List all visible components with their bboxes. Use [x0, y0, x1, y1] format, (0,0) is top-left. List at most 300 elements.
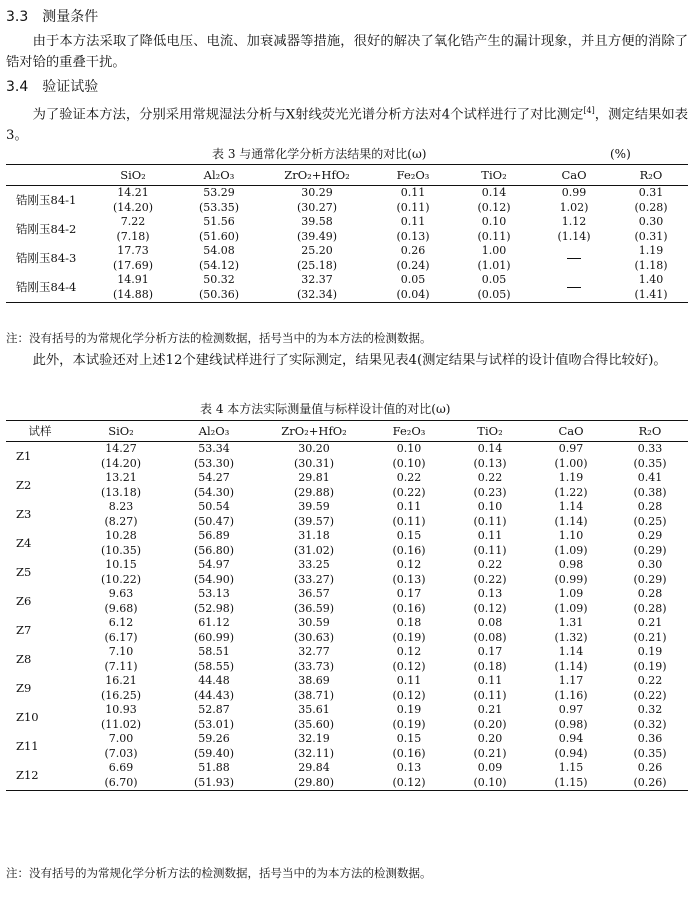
table-cell [368, 471, 450, 500]
method-value: (1.14) [557, 229, 591, 243]
table-cell [530, 616, 612, 645]
table-cell [454, 273, 534, 303]
method-value: (0.98) [554, 717, 588, 731]
method-value: (0.18) [473, 659, 507, 673]
method-value: (14.88) [112, 287, 154, 301]
table-cell [614, 215, 688, 244]
measured-value: 0.94 [558, 732, 584, 745]
measured-value: 1.31 [558, 616, 584, 629]
citation-ref: [4] [583, 106, 595, 115]
row-label: 锆刚玉84-2 [16, 222, 77, 237]
method-value: (29.80) [293, 775, 335, 789]
table-3-unit: (%) [610, 147, 631, 161]
measured-value: 1.17 [558, 674, 584, 687]
table-cell [612, 645, 688, 674]
column-header-sample [6, 165, 90, 186]
table-cell [530, 587, 612, 616]
method-value: (44.43) [193, 688, 235, 702]
table-4 [6, 420, 688, 791]
column-header-sample: 试样 [28, 424, 52, 438]
column-header: ZrO₂+HfO₂ [284, 168, 350, 182]
method-value: (54.90) [193, 572, 235, 586]
method-value: (0.28) [633, 601, 667, 615]
table-cell [260, 616, 368, 645]
table-cell [74, 558, 168, 587]
measured-value: 51.56 [203, 215, 235, 228]
method-value: (0.26) [633, 775, 667, 789]
table-cell [90, 186, 176, 216]
method-value: (1.00) [554, 456, 588, 470]
method-value: (0.29) [633, 572, 667, 586]
row-label: Z10 [16, 710, 39, 725]
measured-value: 7.10 [108, 645, 134, 658]
table-cell [176, 215, 262, 244]
measured-value: 50.54 [198, 500, 230, 513]
table-cell [530, 558, 612, 587]
column-header: CaO [558, 424, 584, 438]
method-value: (0.11) [473, 688, 507, 702]
measured-value: 14.21 [117, 186, 149, 199]
method-value: (60.99) [193, 630, 235, 644]
table-cell [260, 732, 368, 761]
method-value: (30.63) [293, 630, 335, 644]
measured-value: 0.11 [400, 215, 426, 228]
method-value: (56.80) [193, 543, 235, 557]
table-row [6, 442, 688, 472]
measured-value: 1.12 [561, 215, 587, 228]
measured-value: 32.37 [301, 273, 333, 286]
row-label: Z5 [16, 565, 32, 580]
section-number: 3.3 [6, 9, 29, 25]
measured-value: 0.11 [477, 529, 503, 542]
column-header: Fe₂O₃ [392, 424, 426, 438]
table-3-note: 注：没有括号的为常规化学分析方法的检测数据，括号当中的为本方法的检测数据。 [6, 331, 432, 345]
method-value: (0.12) [477, 200, 511, 214]
table-row [6, 500, 688, 529]
section-3-4-heading [6, 78, 98, 96]
measured-value: 0.31 [638, 186, 664, 199]
measured-value: 0.10 [396, 442, 422, 455]
method-value: (10.22) [100, 572, 142, 586]
measured-value: 0.19 [637, 645, 663, 658]
method-value: (0.25) [633, 514, 667, 528]
method-value: (29.88) [293, 485, 335, 499]
method-value: (53.35) [198, 200, 240, 214]
table-cell [74, 500, 168, 529]
table-cell [74, 761, 168, 791]
measured-value: 0.98 [558, 558, 584, 571]
table-row [6, 558, 688, 587]
method-value: (0.11) [477, 229, 511, 243]
row-label: Z11 [16, 739, 39, 754]
method-value: (0.29) [633, 543, 667, 557]
table-cell [530, 732, 612, 761]
method-value: (58.55) [193, 659, 235, 673]
method-value: (33.27) [293, 572, 335, 586]
column-header: SiO₂ [120, 168, 146, 182]
table-cell [614, 244, 688, 273]
section-3-3-heading [6, 8, 98, 26]
method-value: (0.38) [633, 485, 667, 499]
table-row [6, 703, 688, 732]
measured-value: 0.10 [481, 215, 507, 228]
method-value: (7.03) [104, 746, 138, 760]
table-cell [534, 186, 614, 216]
measured-value: 0.32 [637, 703, 663, 716]
measured-value: 61.12 [198, 616, 230, 629]
method-value: 1.02) [559, 200, 589, 214]
measured-value: 0.17 [396, 587, 422, 600]
table-4-caption: 表 4 本方法实际测量值与标样设计值的对比(ω) [200, 402, 451, 416]
method-value: (13.18) [100, 485, 142, 499]
table-cell [612, 703, 688, 732]
measured-value: 0.15 [396, 529, 422, 542]
measured-value: 29.81 [298, 471, 330, 484]
method-value: (0.21) [633, 630, 667, 644]
measured-value: 0.22 [477, 558, 503, 571]
table-cell [262, 186, 372, 216]
method-value: (0.12) [392, 659, 426, 673]
measured-value: 0.99 [561, 186, 587, 199]
measured-value: 7.22 [120, 215, 146, 228]
table-cell [168, 587, 260, 616]
method-value: (0.12) [473, 601, 507, 615]
method-value: (0.11) [396, 200, 430, 214]
method-value: (10.35) [100, 543, 142, 557]
table-cell [372, 244, 454, 273]
measured-value: 0.26 [637, 761, 663, 774]
measured-value: 53.29 [203, 186, 235, 199]
method-value: (39.49) [296, 229, 338, 243]
measured-value: 14.27 [105, 442, 137, 455]
measured-value: 0.10 [477, 500, 503, 513]
measured-value: 16.21 [105, 674, 137, 687]
table-row [6, 645, 688, 674]
table-cell [450, 674, 530, 703]
table-cell [614, 186, 688, 216]
table-cell [612, 529, 688, 558]
method-value: (1.41) [634, 287, 668, 301]
section-title: 测量条件 [42, 9, 99, 25]
measured-value: 0.15 [396, 732, 422, 745]
table-cell [450, 587, 530, 616]
measured-value: 0.14 [481, 186, 507, 199]
method-value: (17.69) [112, 258, 154, 272]
measured-value: 30.59 [298, 616, 330, 629]
method-value: (0.31) [634, 229, 668, 243]
table-cell [260, 529, 368, 558]
table-cell [74, 703, 168, 732]
table-cell [260, 471, 368, 500]
method-value: (36.59) [293, 601, 335, 615]
table-cell [368, 761, 450, 791]
table-cell [260, 587, 368, 616]
table-cell [450, 558, 530, 587]
method-value: (33.73) [293, 659, 335, 673]
measured-value: 0.05 [481, 273, 507, 286]
row-label: Z12 [16, 768, 39, 783]
measured-value: 38.69 [298, 674, 330, 687]
table-cell [530, 703, 612, 732]
table-cell [534, 273, 614, 303]
measured-value: 25.20 [301, 244, 333, 257]
row-label: 锆刚玉84-3 [16, 251, 77, 266]
table-cell [262, 215, 372, 244]
column-header: Fe₂O₃ [396, 168, 430, 182]
method-value: (16.25) [100, 688, 142, 702]
table-cell [612, 674, 688, 703]
measured-value: 54.27 [198, 471, 230, 484]
method-value: (38.71) [293, 688, 335, 702]
measured-value: 0.20 [477, 732, 503, 745]
method-value: (1.09) [554, 601, 588, 615]
measured-value: 1.40 [638, 273, 664, 286]
measured-value: 30.29 [301, 186, 333, 199]
table-cell [176, 186, 262, 216]
row-label: 锆刚玉84-1 [16, 193, 77, 208]
row-label: Z8 [16, 652, 32, 667]
paragraph-table4-intro [6, 350, 688, 371]
method-value: (0.22) [633, 688, 667, 702]
table-row [6, 471, 688, 500]
method-value: (14.20) [100, 456, 142, 470]
method-value: (30.31) [293, 456, 335, 470]
measured-value: 0.13 [396, 761, 422, 774]
method-value: (1.18) [634, 258, 668, 272]
table-cell [368, 732, 450, 761]
measured-value: 0.22 [396, 471, 422, 484]
table-cell [450, 529, 530, 558]
table-cell [612, 587, 688, 616]
measured-value: 32.77 [298, 645, 330, 658]
measured-value: 10.93 [105, 703, 137, 716]
table-cell [168, 529, 260, 558]
table-cell [454, 186, 534, 216]
measured-value: 9.63 [108, 587, 134, 600]
measured-value: 0.21 [637, 616, 663, 629]
table-cell [368, 616, 450, 645]
table-cell [74, 674, 168, 703]
table-cell [530, 442, 612, 472]
measured-value: 0.17 [477, 645, 503, 658]
column-header: SiO₂ [108, 424, 134, 438]
measured-value: 51.88 [198, 761, 230, 774]
measured-value: 39.58 [301, 215, 333, 228]
method-value: (32.34) [296, 287, 338, 301]
column-header: Al₂O₃ [198, 424, 230, 438]
table-row [6, 215, 688, 244]
method-value: (0.05) [477, 287, 511, 301]
table-cell [450, 703, 530, 732]
table-cell [368, 703, 450, 732]
table-cell [450, 645, 530, 674]
method-value: (0.20) [473, 717, 507, 731]
measured-value: 10.15 [105, 558, 137, 571]
measured-value: 0.11 [477, 674, 503, 687]
table-cell [534, 244, 614, 273]
measured-value: 0.14 [477, 442, 503, 455]
method-value: (53.01) [193, 717, 235, 731]
column-header: R₂O [638, 424, 662, 438]
row-label: Z7 [16, 623, 32, 638]
row-label: Z3 [16, 507, 32, 522]
method-value: (25.18) [296, 258, 338, 272]
section-number: 3.4 [6, 79, 29, 95]
section-title: 验证试验 [42, 79, 99, 95]
method-value: (1.14) [554, 514, 588, 528]
table-cell [530, 500, 612, 529]
method-value: (8.27) [104, 514, 138, 528]
table-cell [74, 529, 168, 558]
method-value: (0.94) [554, 746, 588, 760]
method-value: (0.21) [473, 746, 507, 760]
section-3-3-paragraph [6, 31, 688, 73]
measured-value: 52.87 [198, 703, 230, 716]
table-cell [176, 244, 262, 273]
measured-value: 0.41 [637, 471, 663, 484]
method-value: (1.22) [554, 485, 588, 499]
method-value: (1.14) [554, 659, 588, 673]
paragraph-text: 此外，本试验还对上述12个建线试样进行了实际测定，结果见表4(测定结果与试样的设计值吻合得比较好)。 [32, 353, 667, 368]
table-cell [368, 674, 450, 703]
measured-value: 0.21 [477, 703, 503, 716]
method-value: (0.16) [392, 601, 426, 615]
method-value: (0.22) [392, 485, 426, 499]
table-4-note: 注：没有括号的为常规化学分析方法的检测数据，括号当中的为本方法的检测数据。 [6, 866, 432, 880]
table-row [6, 529, 688, 558]
method-value: (0.12) [392, 688, 426, 702]
table-cell [90, 273, 176, 303]
table-cell [450, 616, 530, 645]
table-cell [530, 471, 612, 500]
measured-value: 0.08 [477, 616, 503, 629]
column-header: ZrO₂+HfO₂ [281, 424, 347, 438]
measured-value: 0.13 [477, 587, 503, 600]
method-value: (0.11) [473, 543, 507, 557]
table-cell [454, 215, 534, 244]
table-cell [260, 703, 368, 732]
measured-value: 0.11 [396, 500, 422, 513]
table-cell [612, 442, 688, 472]
dash-mark [567, 258, 581, 259]
method-value: (0.19) [633, 659, 667, 673]
measured-value: 17.73 [117, 244, 149, 257]
table-cell [450, 732, 530, 761]
method-value: (0.11) [392, 514, 426, 528]
measured-value: 54.97 [198, 558, 230, 571]
method-value: (7.11) [104, 659, 138, 673]
measured-value: 0.26 [400, 244, 426, 257]
column-header: CaO [561, 168, 587, 182]
measured-value: 0.09 [477, 761, 503, 774]
method-value: (0.22) [473, 572, 507, 586]
method-value: (50.36) [198, 287, 240, 301]
measured-value: 0.18 [396, 616, 422, 629]
method-value: (0.19) [392, 630, 426, 644]
method-value: (6.70) [104, 775, 138, 789]
table-cell [368, 529, 450, 558]
measured-value: 6.69 [108, 761, 134, 774]
measured-value: 1.10 [558, 529, 584, 542]
table-cell [74, 732, 168, 761]
method-value: (0.10) [392, 456, 426, 470]
method-value: (1.01) [477, 258, 511, 272]
column-header: TiO₂ [477, 424, 503, 438]
table-cell [168, 674, 260, 703]
method-value: (0.13) [396, 229, 430, 243]
table-cell [260, 645, 368, 674]
measured-value: 13.21 [105, 471, 137, 484]
column-header: R₂O [639, 168, 663, 182]
method-value: (32.11) [293, 746, 335, 760]
table-cell [530, 674, 612, 703]
measured-value: 7.00 [108, 732, 134, 745]
table-cell [168, 616, 260, 645]
method-value: (9.68) [104, 601, 138, 615]
measured-value: 0.97 [558, 703, 584, 716]
measured-value: 1.19 [558, 471, 584, 484]
row-label: Z9 [16, 681, 32, 696]
column-header: TiO₂ [481, 168, 507, 182]
table-cell [450, 442, 530, 472]
measured-value: 1.09 [558, 587, 584, 600]
method-value: (50.47) [193, 514, 235, 528]
method-value: (0.13) [473, 456, 507, 470]
table-cell [168, 703, 260, 732]
measured-value: 0.22 [637, 674, 663, 687]
measured-value: 0.97 [558, 442, 584, 455]
method-value: (14.20) [112, 200, 154, 214]
table-cell [372, 273, 454, 303]
measured-value: 0.19 [396, 703, 422, 716]
table-cell [260, 442, 368, 472]
method-value: (0.99) [554, 572, 588, 586]
measured-value: 53.34 [198, 442, 230, 455]
measured-value: 14.91 [117, 273, 149, 286]
table-row [6, 674, 688, 703]
row-label: Z2 [16, 478, 32, 493]
table-cell [530, 645, 612, 674]
measured-value: 54.08 [203, 244, 235, 257]
method-value: (54.30) [193, 485, 235, 499]
table-cell [168, 761, 260, 791]
table-cell [260, 761, 368, 791]
measured-value: 1.15 [558, 761, 584, 774]
dash-mark [567, 287, 581, 288]
table-cell [74, 587, 168, 616]
table-cell [530, 761, 612, 791]
table-cell [168, 558, 260, 587]
table-cell [534, 215, 614, 244]
method-value: (53.30) [193, 456, 235, 470]
table-cell [260, 558, 368, 587]
method-value: (11.02) [100, 717, 142, 731]
table-cell [614, 273, 688, 303]
method-value: (1.16) [554, 688, 588, 702]
method-value: (0.12) [392, 775, 426, 789]
measured-value: 1.14 [558, 500, 584, 513]
method-value: (1.09) [554, 543, 588, 557]
row-label: Z4 [16, 536, 32, 551]
table-row [6, 761, 688, 791]
table-cell [612, 732, 688, 761]
table-cell [612, 761, 688, 791]
table-cell [90, 244, 176, 273]
measured-value: 6.12 [108, 616, 134, 629]
table-cell [372, 186, 454, 216]
measured-value: 8.23 [108, 500, 134, 513]
paragraph-text: 由于本方法采取了降低电压、电流、加衰减器等措施，很好的解决了氧化锆产生的漏计现象，并且方便的消除了锆对铪的重叠干扰。 [6, 34, 688, 70]
